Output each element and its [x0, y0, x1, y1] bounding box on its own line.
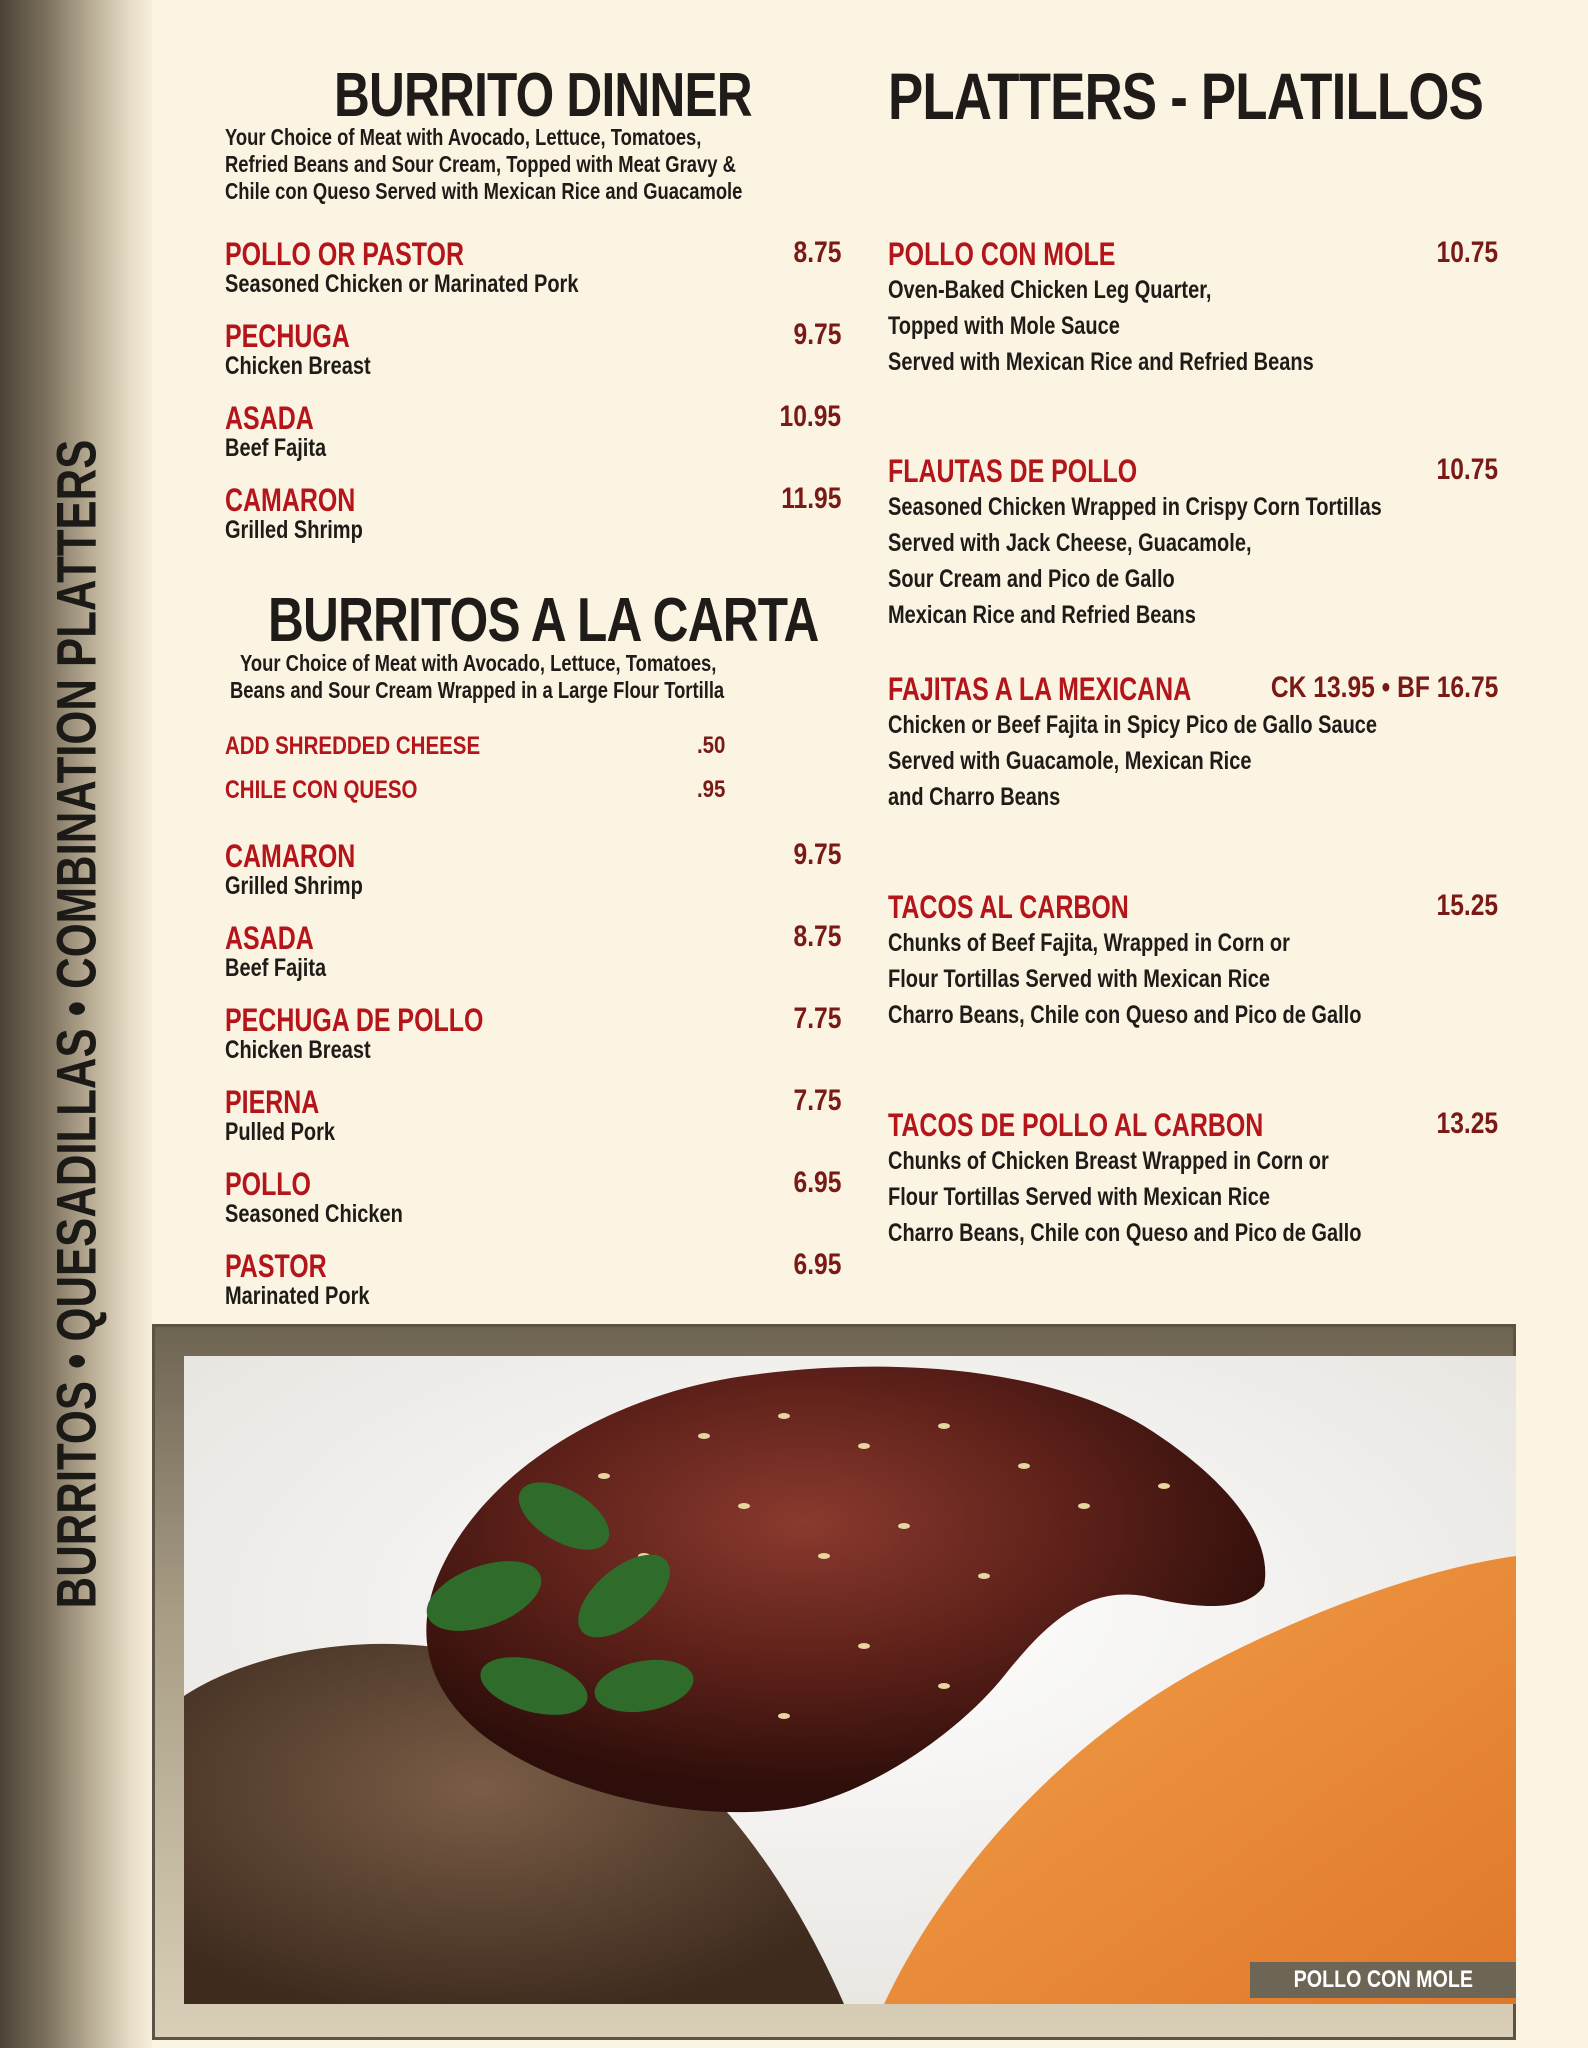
item-description-line: Chunks of Chicken Breast Wrapped in Corn or [888, 1147, 1329, 1175]
item-name: TACOS DE POLLO AL CARBON [888, 1107, 1264, 1143]
item-name: ASADA [225, 920, 314, 956]
photo-caption: POLLO CON MOLE [1250, 1962, 1516, 1998]
platter-item [888, 1107, 1498, 1257]
item-price: 15.25 [1436, 889, 1498, 922]
item-name: PECHUGA [225, 318, 350, 354]
item-description: Pulled Pork [225, 1118, 336, 1146]
item-description-line: Oven-Baked Chicken Leg Quarter, [888, 276, 1212, 304]
item-description: Grilled Shrimp [225, 516, 363, 544]
item-description-line: Charro Beans, Chile con Queso and Pico de Gallo [888, 1001, 1362, 1029]
item-description-line: Charro Beans, Chile con Queso and Pico de Gallo [888, 1219, 1362, 1247]
item-price: 9.75 [793, 838, 841, 871]
platter-item [888, 671, 1498, 821]
item-name: TACOS AL CARBON [888, 889, 1129, 925]
item-name: POLLO OR PASTOR [225, 236, 464, 272]
item-name: POLLO [225, 1166, 311, 1202]
item-description-line: Chunks of Beef Fajita, Wrapped in Corn or [888, 929, 1290, 957]
addon-price: .50 [696, 732, 725, 759]
item-description: Seasoned Chicken or Marinated Pork [225, 270, 579, 298]
item-price: CK 13.95 • BF 16.75 [1270, 671, 1498, 704]
item-price: 10.75 [1436, 453, 1498, 486]
item-description: Beef Fajita [225, 954, 327, 982]
item-description-line: Sour Cream and Pico de Gallo [888, 565, 1175, 593]
item-price: 7.75 [793, 1002, 841, 1035]
side-label-container [0, 0, 152, 2048]
item-name: ASADA [225, 400, 314, 436]
platter-item [888, 453, 1498, 643]
item-description: Chicken Breast [225, 1036, 371, 1064]
item-price: 6.95 [793, 1248, 841, 1281]
burritos-carta-title: BURRITOS A LA CARTA [268, 586, 819, 655]
burrito-dinner-desc-2: Refried Beans and Sour Cream, Topped with Meat Gravy & [225, 151, 736, 177]
item-description-line: Flour Tortillas Served with Mexican Rice [888, 1183, 1270, 1211]
item-name: CAMARON [225, 482, 356, 518]
platters-title: PLATTERS - PLATILLOS [888, 59, 1484, 133]
pollo-con-mole-illustration [184, 1356, 1516, 2004]
item-price: 9.75 [793, 318, 841, 351]
food-photo [184, 1356, 1516, 2004]
item-name: POLLO CON MOLE [888, 236, 1116, 272]
item-name: PIERNA [225, 1084, 320, 1120]
item-description: Beef Fajita [225, 434, 327, 462]
item-description-line: Flour Tortillas Served with Mexican Rice [888, 965, 1270, 993]
item-price: 11.95 [780, 482, 841, 515]
item-name: FAJITAS A LA MEXICANA [888, 671, 1192, 707]
item-price: 10.75 [1436, 236, 1498, 269]
item-description-line: Seasoned Chicken Wrapped in Crispy Corn Tortillas [888, 493, 1382, 521]
item-description-line: Topped with Mole Sauce [888, 312, 1120, 340]
item-description-line: and Charro Beans [888, 783, 1061, 811]
item-name: CAMARON [225, 838, 356, 874]
item-price: 6.95 [793, 1166, 841, 1199]
burrito-dinner-desc-3: Chile con Queso Served with Mexican Rice and Guacamole [225, 178, 743, 204]
addon-name: ADD SHREDDED CHEESE [225, 732, 481, 760]
burrito-dinner-desc-1: Your Choice of Meat with Avocado, Lettuce, Tomatoes, [225, 124, 702, 150]
item-description: Seasoned Chicken [225, 1200, 403, 1228]
item-name: FLAUTAS DE POLLO [888, 453, 1138, 489]
burritos-carta-desc-2: Beans and Sour Cream Wrapped in a Large Flour Tortilla [230, 677, 725, 703]
item-price: 8.75 [793, 236, 841, 269]
item-description: Chicken Breast [225, 352, 371, 380]
item-description-line: Mexican Rice and Refried Beans [888, 601, 1196, 629]
side-category-label: BURRITOS • QUESADILLAS • COMBINATION PLATTERS [44, 439, 108, 1609]
item-price: 10.95 [779, 400, 841, 433]
item-name: PASTOR [225, 1248, 327, 1284]
item-description-line: Served with Jack Cheese, Guacamole, [888, 529, 1252, 557]
item-description-line: Chicken or Beef Fajita in Spicy Pico de Gallo Sauce [888, 711, 1378, 739]
item-name: PECHUGA DE POLLO [225, 1002, 484, 1038]
burrito-dinner-title: BURRITO DINNER [334, 61, 752, 130]
item-description-line: Served with Mexican Rice and Refried Beans [888, 348, 1314, 376]
addon-name: CHILE CON QUESO [225, 776, 418, 804]
item-description: Grilled Shrimp [225, 872, 363, 900]
item-price: 13.25 [1436, 1107, 1498, 1140]
platter-item [888, 236, 1498, 386]
item-description-line: Served with Guacamole, Mexican Rice [888, 747, 1252, 775]
addon-price: .95 [696, 776, 725, 803]
item-description: Marinated Pork [225, 1282, 370, 1310]
item-price: 7.75 [793, 1084, 841, 1117]
burritos-carta-desc-1: Your Choice of Meat with Avocado, Lettuce, Tomatoes, [240, 650, 717, 676]
item-price: 8.75 [793, 920, 841, 953]
platter-item [888, 889, 1498, 1039]
